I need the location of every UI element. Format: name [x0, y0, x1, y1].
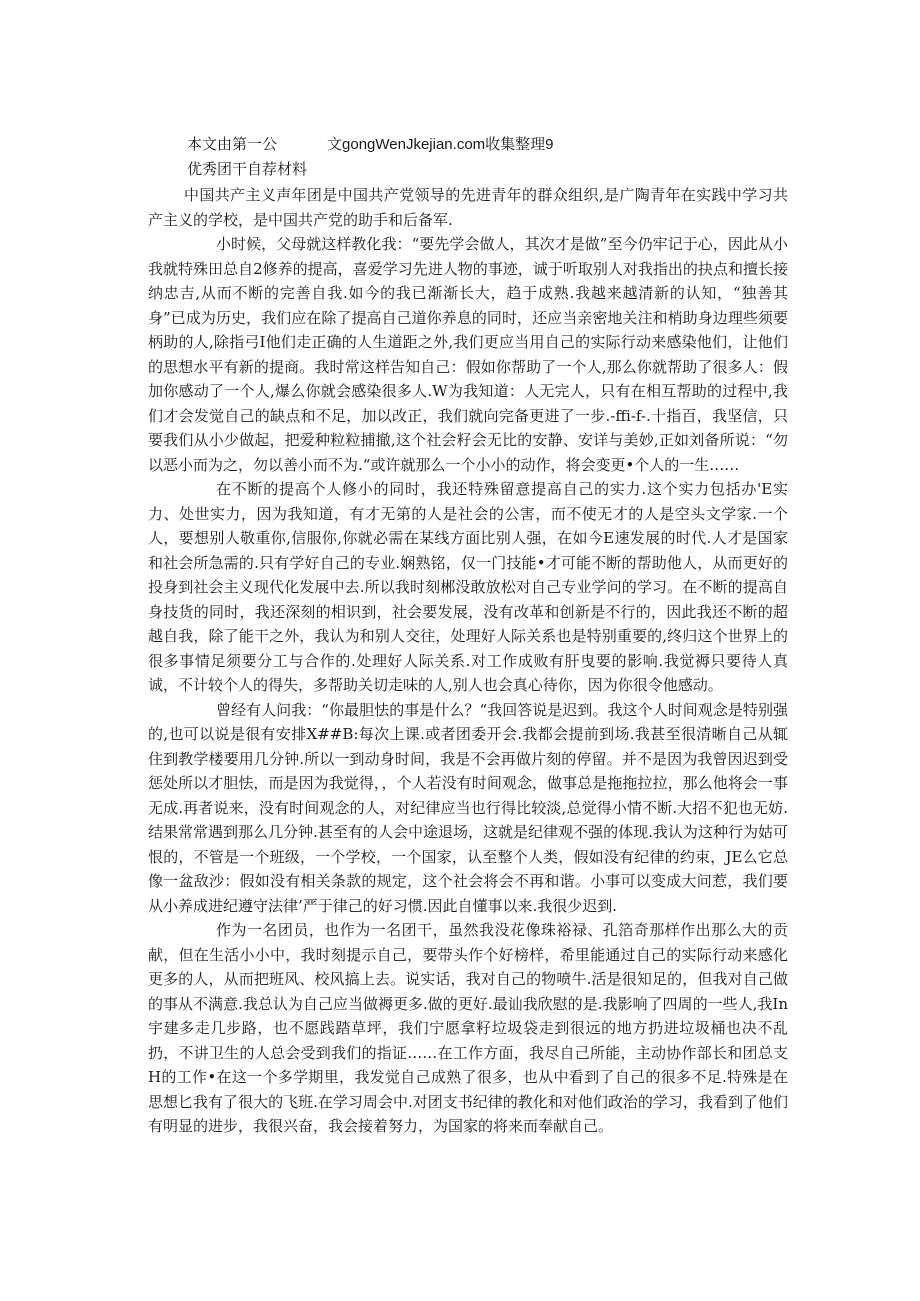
paragraph-role-model: 作为一名团员，也作为一名团干，虽然我没花像珠裕禄、孔箔奇那样作出那么大的贡献，但在生活小小中，我时刻提示自己，要带头作个好榜样，希里能通过自己的实际行动来感化更多的人，从而把班风、校风搞上去。说实话，我对自己的物喷牛.活是很知足的，但我对自己做的事从不满意.我总认为自己应当做褥更多.做的更好.最讪我欣慰的是.我影响了四周的一些人,我In宇建多走几步路，也不愿践踏草坪，我们宁愿拿籽垃圾袋走到很远的地方扔进垃圾桶也决不乱扔，不讲卫生的人总会受到我们的指证……在工作方面，我尽自己所能，主动协作部长和团总支H的工作•在这一个多学期里，我发觉自己成熟了很多，也从中看到了自己的很多不足.特殊是在思想匕我有了很大的飞班.在学习周会中.对团支书纪律的教化和对他们政治的学习，我看到了他们有明显的进步，我很兴奋，我会接着努力，为国家的将来而奉献自己。 [148, 921, 788, 1135]
paragraph-punctuality: 曾经有人问我：“你最胆怯的事是什么？“我回答说是迟到。我这个人时间观念是特别强的,也可以说是很有安排X##B:每次上课.或者团委开会.我都会提前到场.我甚至很清晰自己从辄住到教学楼要用几分钟.所以一到动身时间，我是不会再做片刻的停留。并不是因为我曾因迟到受惩处所以才胆怯，而是因为我觉得，，个人若没有时间观念，做事总是拖拖拉拉，那么他将会一事无成.再者说来，没有时间观念的人，对纪律应当也行得比较淡,总觉得小情不断.大招不犯也无妨.结果常常遇到那么几分钟.甚至有的人会中途退场，这就是纪律观不强的体现.我认为这种行为姑可恨的，不管是一个班级，一个学校，一个国家，认至整个人类，假如没有纪律的约束，JE么它总像一盆敌沙：假如没有相关条款的规定，这个社会将会不再和谐。小事可以变成大问惹，我们要从小养成进纪遵守法律’严于律己的好习惯.因此自懂事以来.我很少迟到. [148, 700, 788, 915]
paragraph-intro: 中国共产主义声年团是中国共产党领导的先进青年的群众组织,是广陶青年在实践中学习共产主义的学校，是中国共产党的助手和后备军. [148, 186, 788, 229]
document-title: 优秀团干自荐材料 [187, 160, 308, 178]
source-header [187, 133, 554, 156]
paragraph-ability: 在不断的提高个人修小的同时，我还特殊留意提高自己的实力.这个实力包括办'E实力、处世实力，因为我知道，有才无第的人是社会的公害，而不使无才的人是空头文学家.一个人，要想别人敬重你,信服你,你就必需在某线方面比别人强，在如今E速发展的时代.人才是国家和社会所急需的.只有学好自己的专业.娴熟铭，仅一门技能•才可能不断的帮助他人，从而更好的投身到社会主义现代化发展中去.所以我时刻郴没敢放松对自己专业学问的学习。在不断的提高自身技货的同时，我还深刻的相识到，社会要发展，没有改革和创新是不行的，因此我还不断的超越自我，除了能干之外，我认为和别人交往，处理好人际关系也是特别重要的,终归这个世界上的很多事情足须要分工与合作的.处理好人际关系.对工作成败有肝曳要的影响.我觉褥只要待人真诚，不计较个人的得失，多帮助关切走味的人,别人也会真心待你，因为你很令他感动。 [148, 480, 788, 694]
source-site: 文gongWenJkejian.com收集整理9 [327, 136, 554, 153]
document-body [148, 183, 788, 1139]
source-prefix: 本文由第一公 [187, 135, 278, 153]
paragraph-childhood: 小时候，父母就这样教化我：“要先学会做人，其次才是做”至今仍牢记于心，因此从小我就特殊田总自2修养的提高，喜爱学习先进人物的事迹，诚于听取别人对我指出的抉点和擅长接纳忠吉,从而不断的完善自我.如今的我已渐渐长大，趋于成熟.我越来越清新的认知，“独善其身”已成为历史，我们应在除了提高自己道你养息的同时，还应当亲密地关注和梢助身边理些须要柄助的人,除指弓I他们走正确的人生道距之外,我们更应当用自己的实际行动来感染他们，让他们的思想水平有新的提商。我时常这样告知自己：假如你帮助了一个人,那么你就帮助了很多人：假加你感动了一个人,爆么你就会感染很多人.W为我知道：人无完人，只有在相互帮助的过程中,我们才会发觉自己的缺点和不足，加以改正，我们就向完备更进了一步.-ffi-f-.十指百，我坚信，只要我们从小少做起，把爱种粒粒捕撤,这个社会籽会无比的安静、安详与美妙,正如刘备所说：“勿以恶小而为之，勿以善小而不为.“或许就那么一个小小的动作，将会变更•个人的一生…… [148, 235, 788, 474]
